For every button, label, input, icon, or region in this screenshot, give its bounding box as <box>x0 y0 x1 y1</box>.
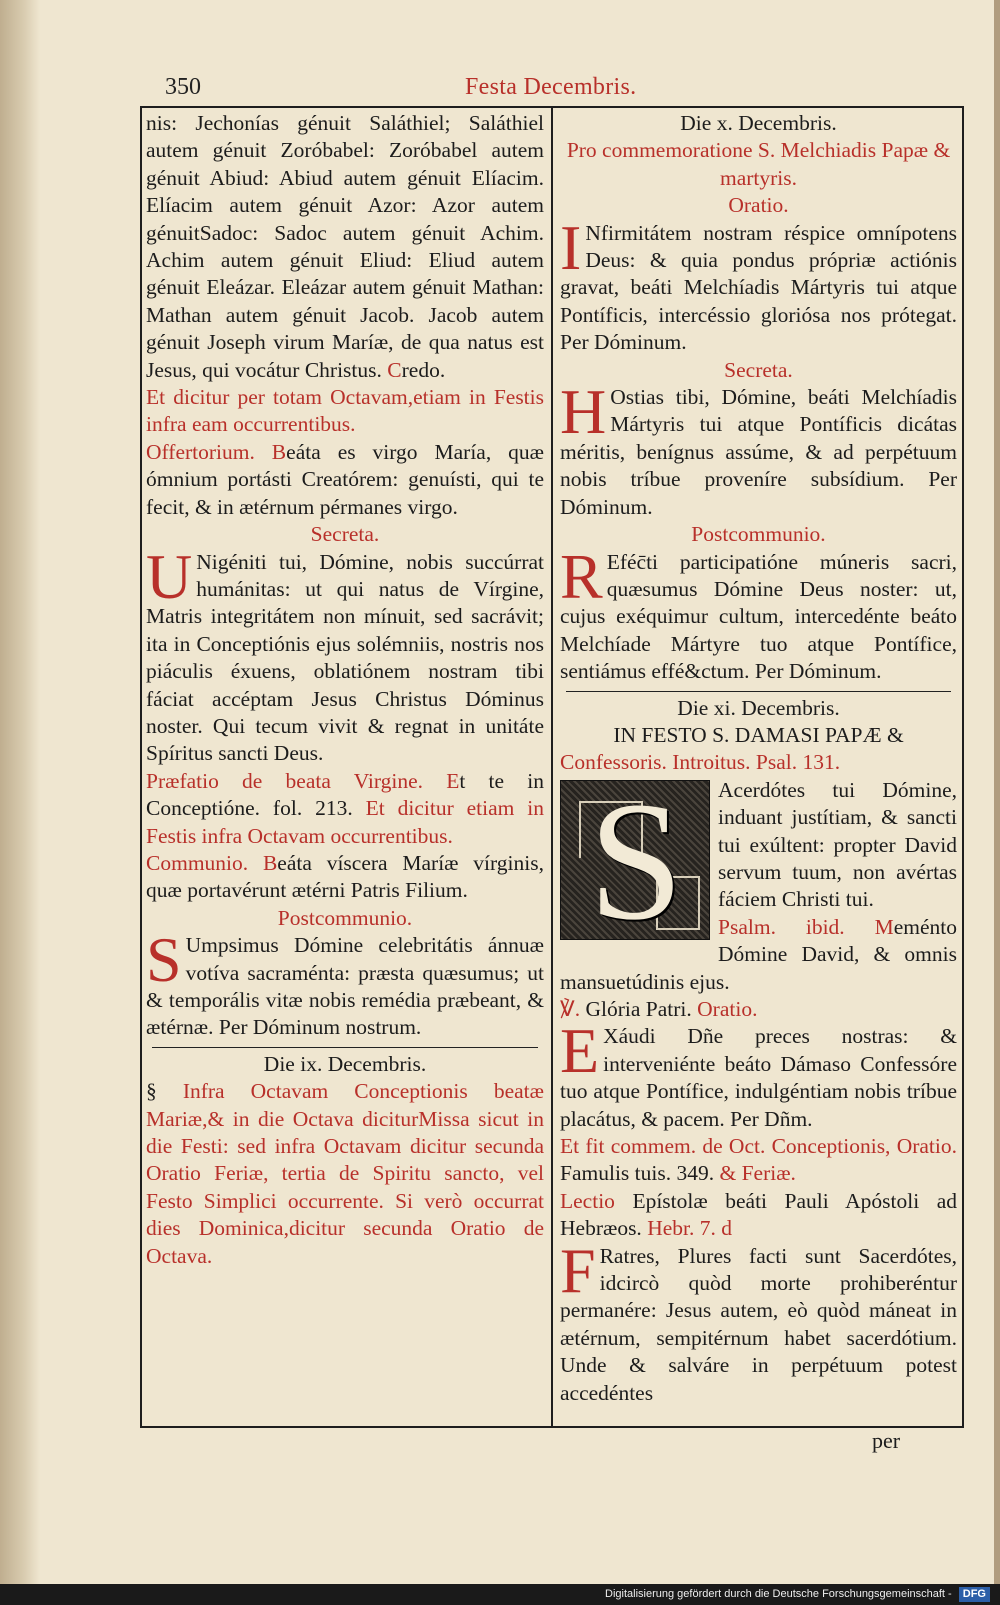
gloria-line: ℣. Glória Patri. Oratio. <box>560 997 758 1021</box>
running-head <box>165 74 965 110</box>
drop-initial: I <box>560 211 582 283</box>
introitus: S Acerdótes tui Dómine, induant justítiam, & sancti tui exúltent: propter David servum tuum, non avértas fáciem Christi tui. <box>560 777 957 914</box>
right-column <box>560 110 957 1407</box>
footer-text: Digitalisierung gefördert durch die Deutsche Forschungsgemeinschaft - <box>605 1588 952 1600</box>
catchword: per <box>872 1428 901 1453</box>
psalm-verse: Psalm. ibid. Meménto Dómine David, & omnis mansuetúdinis ejus. <box>560 914 957 994</box>
heading-oratio: Oratio. <box>728 193 789 218</box>
page-edge-right <box>994 0 1000 1605</box>
page-number: 350 <box>165 74 201 100</box>
drop-initial: E <box>560 1015 600 1087</box>
drop-initial: R <box>560 540 603 612</box>
lectio-text: F Ratres, Plures facti sunt Sacerdótes, idcircò quòd morte prohiberéntur permanére: Jesus autem, eò quòd máneat in ætérnum, sempitérnum habet sacerdótium. Unde & salváre in perpétuum potest accedéntes <box>560 1234 957 1405</box>
drop-initial: F <box>560 1234 596 1306</box>
communio: Communio. Beáta víscera Maríæ vírginis, quæ portavérunt ætérni Patris Filium. <box>146 850 544 903</box>
commemoration-rubric: Et fit commem. de Oct. Conceptionis, Oratio. Famulis tuis. 349. & Feriæ. <box>560 1134 957 1186</box>
heading-secreta: Secreta. <box>310 522 380 547</box>
offertorium: Offertorium. Beáta es virgo María, quæ ómnium portásti Creatórem: genuísti, qui te fecit, & in ætérnum pérmanes virgo. <box>146 439 544 519</box>
heading-postcommunio: Postcommunio. <box>277 905 413 930</box>
digitization-footer <box>0 1584 1000 1605</box>
rubric-infra-octavam: § Infra Octavam Conceptionis beatæ Mariæ,& in die Octava diciturMissa sicut in die Festi: sed infra Octavam dicitur secunda Oratio Feriæ, tertia de Spiritu sancto, vel Festo Simplici occurrente. Si verò occurrat dies Dominica,dicitur secunda Oratio de Octava. <box>146 1079 544 1268</box>
secreta-prayer: H Ostias tibi, Dómine, beáti Melchíadis Mártyris tui atque Pontíficis dicátas méritis, benígnus assúme, & ad perpétuum nobis tríbue proveníre subsídium. Per Dóminum. <box>560 376 957 519</box>
lectio-title: Lectio Epístolæ beáti Pauli Apóstoli ad Hebræos. Hebr. 7. d <box>560 1188 957 1241</box>
secreta-prayer: U Nigéniti tui, Dómine, nobis succúrrat humánitas: ut qui natus de Vírgine, Matris integritátem non mínuit, sed sacrávit; ita in Conceptiónis ejus solémniis, nostris nos piáculis éxuens, oblatiónem nostram tibi fáciat accéptam Jesus Christus Dóminus noster. Qui tecum vivit & regnat in unitáte Spíritus sancti Deus. <box>146 540 544 766</box>
commemoration-title: Pro commemoratione S. Melchiadis Papæ & martyris. <box>566 138 951 190</box>
column-divider <box>551 106 553 1428</box>
day-title: Die ix. Decembris. <box>263 1051 427 1076</box>
drop-initial: U <box>146 540 193 612</box>
dfg-logo: DFG <box>959 1587 990 1602</box>
day-title: Die x. Decembris. <box>680 111 837 135</box>
praefatio: Præfatio de beata Virgine. Et te in Conceptióne. fol. 213. Et dicitur etiam in Festis infra Octavam occurrentibus. <box>146 768 544 848</box>
page-edge-left <box>0 0 40 1605</box>
drop-initial: S <box>146 924 182 996</box>
oratio-prayer: E Xáudi Dñe preces nostras: & interveniénte beáto Dámaso Confessóre tuo atque Pontífice, indulgéntiam nobis tríbue placátus, & pacem. Per Dñm. <box>560 1015 957 1131</box>
page-header-title: Festa Decembris. <box>465 74 637 100</box>
woodcut-initial: S <box>560 780 710 940</box>
rubric-octave: Et dicitur per totam Octavam,etiam in Festis infra eam occurrentibus. <box>146 385 544 437</box>
drop-initial: H <box>560 376 607 448</box>
left-column <box>146 110 544 1270</box>
day-title: Die xi. Decembris. <box>677 695 840 720</box>
postcommunio-prayer: S Umpsimus Dómine celebritátis ánnuæ votíva sacraménta: præsta quæsumus; ut & temporális vitæ nobis remédia præbeant, & ætérnæ. Per Dóminum nostrum. <box>146 924 544 1040</box>
feast-title: IN FESTO S. DAMASI PAPÆ & Confessoris. Introitus. Psal. 131. <box>560 722 904 775</box>
heading-postcommunio: Postcommunio. <box>691 522 826 547</box>
section-rule <box>152 1047 538 1048</box>
section-rule <box>566 691 951 692</box>
heading-secreta: Secreta. <box>724 357 793 382</box>
oratio-prayer: I Nfirmitátem nostram réspice omnípotens Deus: & quia pondus própriæ actiónis gravat, beáti Melchíadis Mártyris tui atque Pontíficis, intercéssio gloriósa nos prótegat. Per Dóminum. <box>560 211 957 355</box>
genealogy-paragraph: nis: Jechonías génuit Saláthiel; Saláthiel autem génuit Zoróbabel: Zoróbabel autem génuit Abiud: Abiud autem génuit Elíacim. Elíacim autem génuit Azor: Azor autem génuitSadoc: Sadoc autem génuit Achim. Achim autem génuit Eliud: Eliud autem génuit Eleázar. Eleázar autem génuit Mathan: Mathan autem génuit Jacob. Jacob autem génuit Joseph virum Maríæ, de qua natus est Jesus, qui vocátur Christus. Credo. <box>146 111 544 382</box>
postcommunio-prayer: R Eféc̄ti participatióne múneris sacri, quæsumus Dómine Deus noster: ut, cujus exéquimur cultum, intercedénte beáto Melchíade Mártyre tuo atque Pontífice, sentiámus effé&ctum. Per Dóminum. <box>560 540 957 684</box>
